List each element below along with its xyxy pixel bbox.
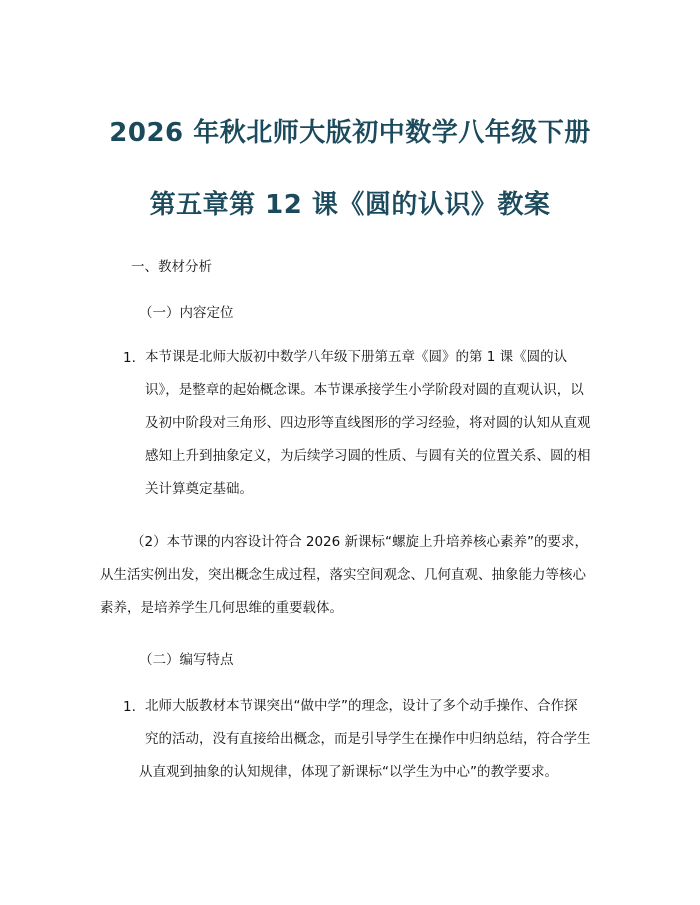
section-heading-teaching-material-analysis: 一、教材分析	[131, 259, 212, 275]
paragraph-line: 识》，是整章的起始概念课。本节课承接学生小学阶段对圆的直观认识，以	[145, 382, 584, 398]
paragraph-curriculum-standard	[100, 526, 589, 625]
paragraph-line: 本节课是北师大版初中数学八年级下册第五章《圆》的第 1 课《圆的认	[145, 349, 568, 365]
paragraph-line: 素养，是培养学生几何思维的重要载体。	[100, 600, 343, 616]
subsection-heading-content-positioning: （一）内容定位	[139, 305, 234, 321]
list-item-number: 1.	[123, 350, 136, 366]
list-item-content-positioning	[145, 341, 591, 506]
document-title-line1: 2026 年秋北师大版初中数学八年级下册	[109, 118, 591, 148]
subsection-heading-writing-features: （二）编写特点	[139, 652, 234, 668]
paragraph-line: （2）本节课的内容设计符合 2026 新课标“螺旋上升培养核心素养”的要求，	[131, 534, 589, 550]
paragraph-line: 及初中阶段对三角形、四边形等直线图形的学习经验，将对圆的认知从直观	[145, 415, 591, 431]
document-title-line2: 第五章第 12 课《圆的认识》教案	[149, 190, 551, 220]
paragraph-line: 感知上升到抽象定义，为后续学习圆的性质、与圆有关的位置关系、圆的相	[145, 448, 591, 464]
list-item-writing-features	[139, 690, 591, 789]
paragraph-line: 究的活动，没有直接给出概念，而是引导学生在操作中归纳总结，符合学生	[145, 731, 591, 747]
paragraph-line: 北师大版教材本节课突出“做中学”的理念，设计了多个动手操作、合作探	[145, 698, 578, 714]
list-item-number: 1.	[123, 699, 136, 715]
paragraph-line: 从直观到抽象的认知规律，体现了新课标“以学生为中心”的教学要求。	[139, 764, 558, 780]
paragraph-line: 关计算奠定基础。	[145, 481, 253, 497]
paragraph-line: 从生活实例出发，突出概念生成过程，落实空间观念、几何直观、抽象能力等核心	[100, 567, 586, 583]
